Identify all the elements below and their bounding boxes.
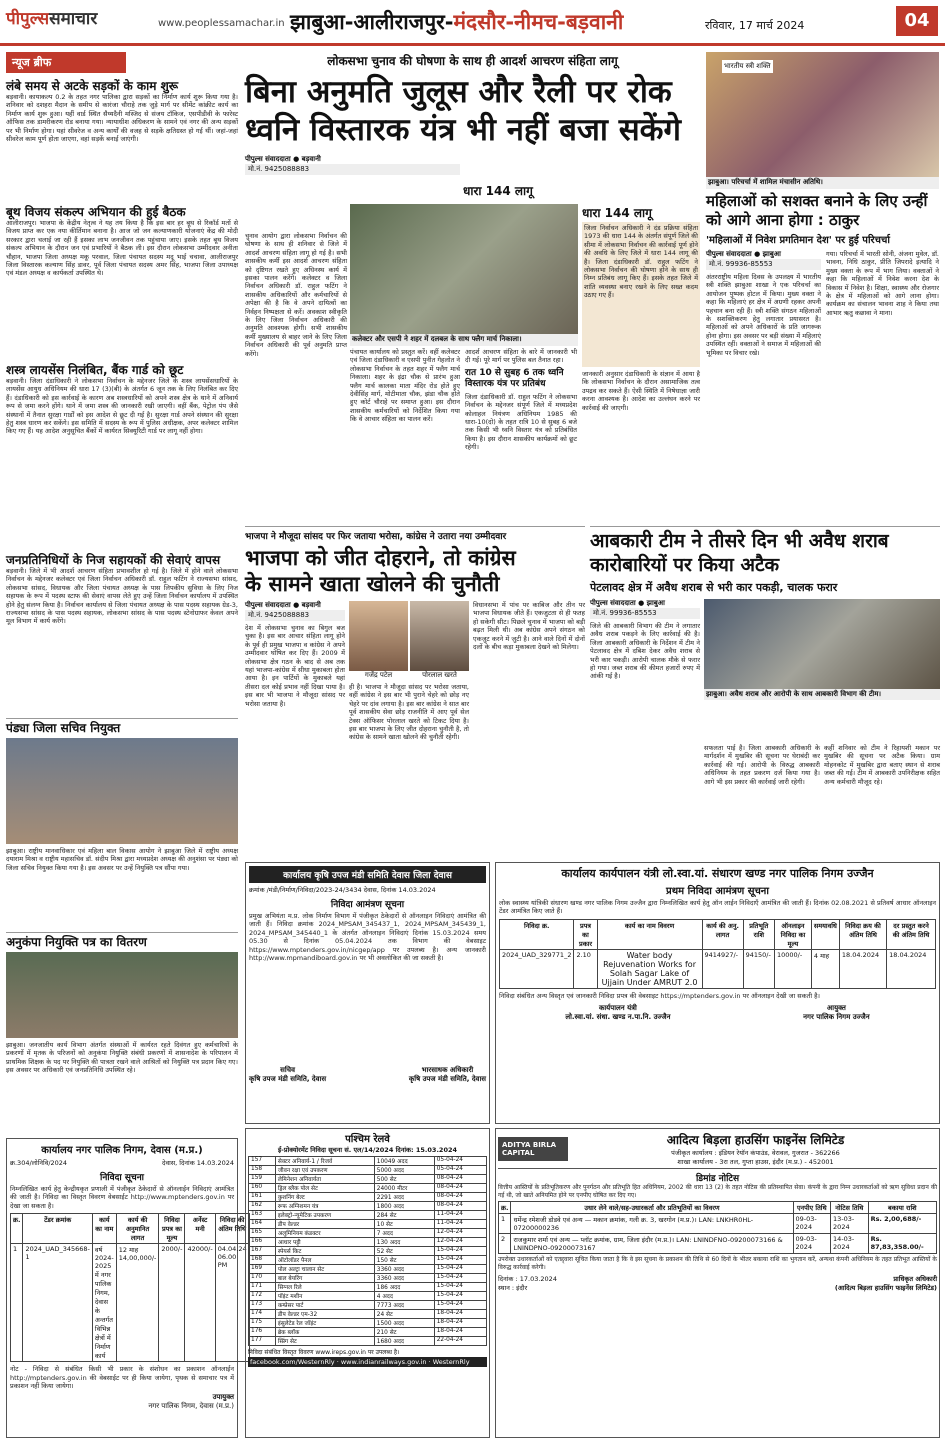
lead-left <box>245 155 460 175</box>
brief-body-3: बड़वानी। जिला दंडाधिकारी ने लोकसभा निर्वाचन के मद्देनजर जिले के शस्त्र लायसेंसधारियों के लायसेंस आयुध अधिनियम की धारा 17 (3)(बी) के अंतर्गत 6 जून तक के लिए निलंबित कर दिए हैं। दंडाधिकारी को इस कार्रवाई के कारण अब शस्त्रधारियों को अपने शस्त्र क्षेत्र के थाने में अनिवार्य रूप से जमा करने होंगे। थाने में जमा शस्त्र की जानकारी रखी जाएगी। वहीं बैंक, पेट्रोल पंप जैसे संस्थानों में तैनात सुरक्षा गार्डों को इस आदेश से छूट दी गई है। सुरक्षा गार्ड अपने संस्थान की सुरक्षा हेतु शस्त्र धारण कर सकेंगे। इस समिति में सदस्य के रूप में पुलिस अधीक्षक, अपर कलेक्टर शामिल किए गए हैं। यह आदेश अनुसूचित बैंकों में कार्यरत सिक्यूरिटी गार्ड पर लागू नहीं होगा। <box>6 377 238 436</box>
candidate-2-caption: पोरलाल खरते <box>422 671 457 679</box>
notice3-sign: उपायुक्त <box>212 1393 234 1402</box>
women-mobile: मो.नं. 99936-85553 <box>706 259 821 270</box>
aditya-logo: ADITYA BIRLA CAPITAL <box>498 1137 568 1161</box>
politics-byline: पीपुल्स संवाददाता ● बड़वानी <box>245 601 321 609</box>
notice2-title: कार्यालय कार्यपालन यंत्री लो.स्वा.यां. संधारण खण्ड नगर पालिक निगम उज्जैन <box>561 867 874 880</box>
notice2-footer: निविदा संबंधित अन्य विस्तृत एवं जानकारी निविदा प्रपत्र की वेबसाइट https://mptenders.gov.in पर ऑनलाइन देखी जा सकती है। <box>499 991 821 1000</box>
excise-photo <box>704 599 940 689</box>
excise-mobile: मो.नं. 99936-85553 <box>590 608 700 619</box>
notice5-sign2: (आदित्य बिड़ला हाउसिंग फाइनेंस लिमिटेड) <box>834 1284 937 1292</box>
dhara-144: धारा 144 लागू <box>582 206 652 220</box>
table-row: 172 पॉइंट मशीन 4 अदद 15-04-24 <box>249 1292 487 1301</box>
politics-headline-1: भाजपा को जीत दोहराने, तो कांग्रेस <box>245 546 516 570</box>
table-row: 175 इंसुलेटेड रेल जॉइंट 1500 अदद 18-04-24 <box>249 1319 487 1328</box>
excise-col-1: जिले की आबकारी विभाग की टीम ने लगातार अवैध शराब पकड़ने के लिए कार्रवाई की है। जिला आबकारी अधिकारी के निर्देशन में टीम ने पेटलावद क्षेत्र में दबिश देकर अवैध शराब से भरी कार पकड़ी। आरोपी चालक मौके से फरार हो गया। जब्त शराब की कीमत हजारों रुपए में आंकी गई है। <box>590 622 700 681</box>
politics-kicker: भाजपा ने मौजूदा सांसद पर फिर जताया भरोसा, कांग्रेस ने उतारा नया उम्मीदवार <box>245 532 507 542</box>
notice5-intro: वित्तीय आस्तियों के प्रतिभूतिकरण और पुनर्गठन और प्रतिभूति हित अधिनियम, 2002 की धारा 13 (2) के तहत नोटिस की प्रतिस्थापित सेवा। कंपनी के द्वारा निम्न उधारकर्ताओं को ऋण सुविधा प्रदान की गई थी, जो खाते अनियमित होने पर एनपीए घोषित कर दिए गए। <box>498 1184 937 1199</box>
lead-col-4: जिला निर्वाचन अधिकारी ने दंड प्रक्रिया संहिता 1973 की धारा 144 के अंतर्गत संपूर्ण जिले की सीमा में लोकसभा निर्वाचन की कार्रवाई पूर्ण होने की अवधि के लिए जिले में धारा 144 लागू की है। जिला दंडाधिकारी डॉ. राहुल फटिंग ने लोकसभा निर्वाचन की घोषणा होने के साथ ही निम्न प्रतिबंध लागू किए हैं। इसके तहत जिले में शांति व्यवस्था बनाए रखने के लिए सख्त कदम उठाए गए हैं। <box>582 222 700 367</box>
lead-kicker: लोकसभा चुनाव की घोषणा के साथ ही आदर्श आचरण संहिता लागू <box>327 54 618 68</box>
table-row: 163 इलेक्ट्रो-न्यूमेटिक उपकरण 284 सेट 11-04-24 <box>249 1211 487 1220</box>
table-row: 159 लेमिनेशन अनिवार्यता 500 सेट 08-04-24 <box>249 1175 487 1184</box>
women-col-1: अंतरराष्ट्रीय महिला दिवस के उपलक्ष्य में भारतीय स्त्री शक्ति झाबुआ शाखा ने एक परिचर्चा का आयोजन पुष्पक होटल में किया। मुख्य वक्ता ने कहा कि महिलाएं हर क्षेत्र में अग्रणी रहकर अपनी पहचान बना रही हैं। स्त्री शक्ति संगठन महिलाओं के सशक्तिकरण हेतु लगातार प्रयासरत है। महिलाओं को अपने अधिकारों के प्रति जागरूक होना होगा। इस अवसर पर बड़ी संख्या में महिलाएं उपस्थित रहीं। वक्ताओं ने समाज में महिलाओं की भूमिका पर विचार रखे। <box>706 273 821 357</box>
page-title: झाबुआ-आलीराजपुर-मंदसौर-नीमच-बड़वानी <box>290 10 624 34</box>
excise-caption: झाबुआ। अवैध शराब और आरोपी के साथ आबकारी विभाग की टीम। <box>704 689 940 700</box>
table-row: 1 धर्मेन्द्र रमेशजी डोडवे एवं अन्य — मकान क्रमांक, गली क्र. 3, खरगोन (म.प्र.)। LAN: LNKHR0HL-07200000236 09-03-2024 13-03-2024 Rs. 2,00,688/- <box>499 1214 937 1234</box>
notice5-heading: डिमांड नोटिस <box>695 1174 740 1184</box>
table-row: 158 जीवन रक्षा एवं उपकरण 5000 अदद 05-04-24 <box>249 1166 487 1175</box>
notice2-heading: प्रथम निविदा आमंत्रण सूचना <box>666 886 769 897</box>
notice5-addr: पंजीकृत कार्यालय : इंडियन रेयॉन कंपाउंड, वेरावल, गुजरात - 362266 <box>671 1149 840 1157</box>
notice-mandi <box>245 862 490 1124</box>
table-row: 170 बाल बेयरिंग 3360 अदद 15-04-24 <box>249 1274 487 1283</box>
notice1-sign-b: भारसाधक अधिकारी कृषि उपज मंडी समिति, देवास <box>408 1066 486 1083</box>
women-col-2: गया। परिचर्चा में भारती सोनी, अंजना मुवेल, डॉ. भावना, निधि ठाकुर, प्रीति जिपरादे इत्यादि ने मुख्य वक्ता के रूप में भाग लिया। वक्ताओं ने कहा कि महिलाओं में निवेश करना देश के विकास में निवेश है। शिक्षा, स्वास्थ्य और रोजगार के क्षेत्र में महिलाओं को आगे लाना होगा। कार्यक्रम का संचालन भावना शाह ने किया तथा आभार ऋतु कछावा ने माना। <box>826 250 939 317</box>
lead-col-1: चुनाव आयोग द्वारा लोकसभा निर्वाचन की घोषणा के साथ ही शनिवार से जिले में आदर्श आचरण संहिता लागू हो गई है। सभी शासकीय कर्मी इस आदर्श आचरण संहिता को दृष्टिगत रखते हुए अधिनस्थ कार्य में इसका पालन करेंगे। कलेक्टर व जिला निर्वाचन अधिकारी डॉ. राहुल फटिंग ने शासकीय अधिकारियों और कर्मचारियों से अपेक्षा की है कि वे अपने दायित्वों का निर्वहन निष्पक्षता से करें। अवकाश स्वीकृति के लिए जिला निर्वाचन अधिकारी की अनुमति आवश्यक होगी। सभी शासकीय कर्मी मुख्यालय से बाहर जाने के लिए जिला निर्वाचन अधिकारी की पूर्व अनुमति प्राप्त करेंगे। <box>245 232 347 358</box>
site-url[interactable]: www.peoplessamachar.in <box>158 18 285 29</box>
table-row: 168 ऑटोलॉडर पैनल 150 सेट 15-04-24 <box>249 1256 487 1265</box>
section-144: धारा 144 लागू <box>463 184 533 198</box>
candidate-1-photo <box>349 601 408 671</box>
notice3-note: नोट - निविदा से संबंधित किसी भी प्रकार के संशोधन का प्रकाशन ऑनलाईन http://mptenders.gov.in की वेबसाईट पर ही किया जायेगा, पृथक से समाचार पत्र में प्रकाशन नहीं किया जायेगा। <box>10 1365 234 1391</box>
banner-tag: भारतीय स्त्री शक्ति <box>722 60 773 73</box>
table-row: 1 2024_UAD_345668-1 वर्ष 2024-2025 में नगर पालिक निगम, देवास के अन्तर्गत विभिन्न क्षेत्रों में निर्माण कार्य 12 माह 14,00,000/- 2000/- 42000/- 04.04.24 06.00 PM <box>11 1244 250 1362</box>
page-number: 04 <box>896 6 938 36</box>
notice2-sign-b: आयुक्त नगर पालिक निगम उज्जैन <box>803 1004 870 1022</box>
notice4-sub: ई-प्रोक्योरमेंट निविदा सूचना सं. एल/14/2024 दिनांक: 15.03.2024 <box>277 1146 458 1154</box>
lead-headline-1: बिना अनुमति जुलूस और रैली पर रोक <box>245 74 672 110</box>
notice1-ref: क्रमांक /मंडी/निर्माण/निविदा/2023-24/3434 देवास, दिनांक 14.03.2024 <box>249 886 436 894</box>
notice-ujjain <box>495 862 940 1124</box>
table-row: 177 स्प्रिंग सेट 1680 अदद 22-04-24 <box>249 1337 487 1346</box>
table-row: 169 पोल अल्ट्रा चालान सेट 3360 अदद 15-04-24 <box>249 1265 487 1274</box>
excise-headline: आबकारी टीम ने तीसरे दिन भी अवैध शराब कारोबारियों पर किया अटैक <box>590 530 889 576</box>
masthead <box>0 0 945 46</box>
table-row: 160 ड्रिल ब्लैक पोल सेट 24000 मीटर 08-04-24 <box>249 1184 487 1193</box>
notice1-body: प्रमुख अभियंता म.प्र. लोक निर्माण विभाग में पंजीकृत ठेकेदारों से ऑनलाइन निविदाएं आमंत्रित की जाती हैं। निविदा क्रमांक 2024_MPSAM_345437_1, 2024_MPSAM_345439_1, 2024_MPSAM_345440_1 के अंतर्गत ऑनलाइन निविदाएं दिनांक 15.03.2024 समय 05.30 से दिनांक 05.04.2024 तक विभाग की वेबसाइट https://www.mptenders.gov.in/nicgep/app पर उपलब्ध है। अन्य जानकारी http://www.mpmandiboard.gov.in पर भी अवलोकित की जा सकती है। <box>249 912 486 963</box>
notice5-table <box>498 1201 937 1254</box>
table-row: 166 आधार पट्टी 130 अदद 12-04-24 <box>249 1238 487 1247</box>
brief-body-2: आलीराजपुर। भाजपा के केंद्रीय नेतृत्व ने यह तय किया है कि इस बार हर बूथ से रिकॉर्ड मतों से विजय प्राप्त कर एक नया कीर्तिमान बनाना है। आज जो जन कल्याणकारी योजनाएं केंद्र की मोदी सरकार द्वारा चलाई जा रही हैं इसका लाभ जनजीवन तक पहुंचाया जाए। इसके तहत बूथ विजय संकल्प अभियान के दौरान जन एवं प्रभारियों ने बैठक ली। इस दौरान लोकसभा उम्मीदवार अनीता चौहान, भाजपा जिला अध्यक्ष मकू परवाल, जिला पंचायत सदस्य मदू भाई चचावा, आलीराजपुर जिला विस्तारक कल्याण सिंह डावर, पूर्व जिला पंचायत सदस्य अमर सिंह, भाजपा जिला उपाध्यक्ष एवं मंडल अध्यक्ष व कार्यकर्ता उपस्थित थे। <box>6 219 238 278</box>
brief-headline-3: शस्त्र लायसेंस निलंबित, बैंक गार्ड को छूट <box>6 363 184 377</box>
notice5-title: आदित्य बिड़ला हाउसिंग फाइनेंस लिमिटेड <box>666 1133 845 1147</box>
notice-dewas-nigam <box>6 1138 247 1438</box>
notice4-title: पश्चिम रेलवे <box>345 1134 390 1145</box>
pandya-photo <box>6 738 238 844</box>
news-brief <box>6 52 238 772</box>
story-women <box>706 192 939 522</box>
politics-col-1: देश में लोकसभा चुनाव का बिगुल बज चुका है। इस बार आचार संहिता लागू होने के पूर्व ही प्रमुख भाजपा व कांग्रेस ने अपने उम्मीदवार घोषित कर दिए हैं। 2009 में लोकसभा क्षेत्र गठन के बाद से अब तक यहां भाजपा-कांग्रेस में सीधा मुकाबला होता आया है। इन पार्टियों के मुकाबले यहां तीसरा दल कोई प्रभाव नहीं दिखा पाया है। इस बार भी भाजपा ने मौजूदा सांसद पर भरोसा जताया है। <box>245 624 345 708</box>
notice5-date: दिनांक : 17.03.2024 <box>498 1275 557 1283</box>
table-row: 2 राजकुमार शर्मा एवं अन्य — प्लॉट क्रमांक, ग्राम, जिला इंदौर (म.प्र.)। LAN: LNINDFNO-09200073166 & LNINDPNO-09200073167 09-03-2024 14-03-2024 Rs. 87,83,358.00/- <box>499 1234 937 1254</box>
excise-col-3: कहीं शनिवार को टीम ने रिहायशी मकान पर मुखबिर की सूचना पर अटैक किया। ग्राम मोहनकोट में मुखबिर द्वारा बताए स्थान से शराब जब्त की गई। टीम में आबकारी उपनिरीक्षक सहित अन्य कर्मचारी मौजूद रहे। <box>824 744 940 786</box>
logo: पीपुल्ससमाचार <box>6 9 98 29</box>
politics-col-3: विधानसभा में पांच पर काबिज और तीन पर भाजपा विधायक जीते हैं। एकजुटता से ही फतह हो सकेगी सीट। पिछले चुनाव में भाजपा को बड़ी बढ़त मिली थी। अब कांग्रेस अपने संगठन को एकजुट करने में जुटी है। आने वाले दिनों में दोनों दलों के बीच कड़ा मुकाबला देखने को मिलेगा। <box>473 601 585 652</box>
flag-march-caption: कलेक्टर और एसपी ने शहर में दलबल के साथ फ्लैग मार्च निकाला। <box>350 334 578 346</box>
notice4-table <box>248 1156 487 1346</box>
brief-label: न्यूज ब्रीफ <box>6 52 126 73</box>
lead-mobile: मो.नं. 9425088883 <box>245 164 460 175</box>
story-anukampa <box>6 932 238 1132</box>
notice-aditya-birla <box>495 1128 940 1438</box>
notice5-addr2: शाखा कार्यालय - 3रा तल, गुप्ता हाउस, इंदौर (म.प्र.) - 452001 <box>677 1158 834 1166</box>
brief-headline-2: बूथ विजय संकल्प अभियान की हुई बैठक <box>6 205 186 219</box>
table-row: 164 डीप वेल्डर 10 सेट 11-04-24 <box>249 1220 487 1229</box>
brief-headline-1: लंबे समय से अटके सड़कों के काम शुरू <box>6 79 179 93</box>
story-excise <box>590 526 940 856</box>
women-event-photo <box>706 52 939 177</box>
notice5-footer: उपरोक्त उधारकर्ताओं को एतद्द्वारा सूचित किया जाता है कि वे इस सूचना के प्रकाशन की तिथि से 60 दिनों के भीतर बकाया राशि का भुगतान करें, अन्यथा कंपनी अधिनियम के तहत प्रतिभूत आस्तियों के विरुद्ध कार्रवाई करेगी। <box>498 1256 937 1271</box>
notice1-sign-a: सचिव कृषि उपज मंडी समिति, देवास <box>249 1066 327 1083</box>
table-row: 176 ब्रेक ब्लॉक 210 सेट 18-04-24 <box>249 1328 487 1337</box>
story-pandya-body: झाबुआ। राष्ट्रीय मानवाधिकार एवं महिला बाल विकास आयोग ने झाबुआ जिले में राष्ट्रीय अध्यक्ष दयाराम मिश्रा व राष्ट्रीय महासचिव डॉ. संदीप मिश्रा द्वारा मध्यप्रदेश अध्यक्ष की अनुशंसा पर पंड्या को जिला सचिव नियुक्त किया गया है। इस अवसर पर उन्हें नियुक्ति पत्र सौंपा गया। <box>6 847 238 872</box>
lead-col-2: पंचायत कार्यालय को प्रस्तुत करें। वहीं कलेक्टर एवं जिला दंडाधिकारी व एसपी पुनीत गेहलोत ने लोकसभा निर्वाचन के तहत शहर में फ्लैग मार्च निकाला। शहर के इंद्रा चौक से प्रारंभ हुआ फ्लैग मार्च कालका माता मंदिर रोड होते हुए देवीसिंह मार्ग, मोटीमाता चौक, झंडा चौक होते हुए कोर्ट चौराहे पर समाप्त हुआ। इस दौरान शासकीय कर्मचारियों को निर्देशित किया गया कि वे आचार संहिता का पालन करें। <box>350 348 460 424</box>
brief-headline-4: जनप्रतिनिधियों के निज सहायकों की सेवाएं वापस <box>6 553 221 567</box>
flag-march-photo <box>350 204 578 334</box>
notice3-ref-row: क्र.304/लोनिवि/2024 देवास, दिनांक 14.03.2024 <box>10 1159 234 1167</box>
brief-body-4: बड़वानी। जिले में भी आदर्श आचरण संहिता प्रभावशील हो गई है। जिले में होने वाले लोकसभा निर्वाचन के मद्देनजर कलेक्टर एवं जिला निर्वाचन अधिकारी डॉ. राहुल फटिंग ने राज्यसभा सांसद, लोकसभा सांसद, विधायक और जिला पंचायत अध्यक्ष के पास लिपकीय सुविधा के लिए निज सहायक के रूप में पदस्थ स्टाफ की सेवाएं वापस लेते हुए उन्हें जिला निर्वाचन कार्यालय में उपस्थित होने हेतु संलग्न किया है। निर्वाचन कार्यालय से जिला पंचायत अध्यक्ष के पास पदस्थ सहायक ग्रेड-3, राज्यसभा सांसद के पास पदस्थ सहायक, लोकसभा सांसद के पास पदस्थ स्टेनोग्राफर केवल अपने मूल विभाग में कार्य करेंगे। <box>6 567 238 626</box>
politics-mobile: मो.नं. 9425088883 <box>245 610 345 621</box>
lead-col-4b: जानकारी अनुसार दंडाधिकारी के संज्ञान में आया है कि लोकसभा निर्वाचन के दौरान असामाजिक तत्व उपद्रव कर सकते हैं। ऐसी स्थिति में निषेधाज्ञा जारी करना आवश्यक है। आदेश का उल्लंघन करने पर कार्रवाई की जाएगी। <box>582 370 700 412</box>
story-pandya <box>6 718 238 930</box>
notice4-footer: निविदा संबंधित विस्तृत विवरण www.ireps.gov.in पर उपलब्ध है। <box>248 1349 400 1356</box>
women-byline: पीपुल्स संवाददाता ● झाबुआ <box>706 250 781 258</box>
notice5-sign: प्राधिकृत अधिकारी <box>893 1275 937 1283</box>
table-row: 157 सेक्टर अनिवार्य-1 / रिजर्व 10049 अदद 05-04-24 <box>249 1157 487 1166</box>
lead-subhead: रात 10 से सुबह 6 तक ध्वनि विस्तारक यंत्र पर प्रतिबंध <box>465 367 564 389</box>
table-row: 165 अलुमिनियम कंडक्टर 7 अदद 12-04-24 <box>249 1229 487 1238</box>
notice5-header-row: क्र. उधार लेने वाले/सह-उधारकर्ता और प्रतिभूतियों का विवरण एनपीए तिथि नोटिस तिथि बकाया राशि <box>499 1202 937 1214</box>
excise-col-2: सफलता पाई है। जिला आबकारी अधिकारी के मार्गदर्शन में मुखबिर की सूचना पर घेराबंदी कर कार्रवाई की गई। आरोपी के विरुद्ध आबकारी अधिनियम के तहत प्रकरण दर्ज किया गया है। आगे भी इस प्रकार की कार्रवाई जारी रहेगी। <box>704 744 820 786</box>
excise-sub: पेटलावद क्षेत्र में अवैध शराब से भरी कार पकड़ी, चालक फरार <box>590 581 838 594</box>
notice3-body: निम्नलिखित कार्य हेतु केन्द्रीयकृत प्रणाली में पंजीकृत ठेकेदारों से ऑनलाईन निविदाएं आमंत्रित की जाती है। निविदा का विस्तृत विवरण वेबसाईट http://www.mptenders.gov.in पर देखा जा सकता है। <box>10 1185 234 1210</box>
notice1-heading: निविदा आमंत्रण सूचना <box>330 900 405 910</box>
brief-body-1: बड़वानी। कायाकल्प 0.2 के तहत नगर पालिका द्वारा सड़कों का निर्माण कार्य शुरू किया गया है। शनिवार को दशहरा मैदान के समीप से कारंजा चौराहे तक जुड़े मार्ग पर सीमेंट कांक्रीट कार्य का निर्माण कार्य शुरू हुआ। यहीं वार्ड स्थित सैय्यदैनी मस्जिद से संजय टॉकिज, एसपीडीवी के फारेस्ट ऑफिस तक डामरीकरण रोड बनाया गया। न्यायाधीश अधिकरण के सामने एवं नगर की अन्य सड़कों पर भी निर्माण होगा। यहां सीवरेज व अन्य कार्यों की वजह से सड़कें क्षतिग्रस्त हो गई थीं। जहां-जहां सीवरेज काम पूर्ण होता जाएगा, वहां सड़कें बनाई जाएंगी। <box>6 93 238 144</box>
notice1-title: कार्यालय कृषि उपज मंडी समिति देवास जिला देवास <box>249 866 486 883</box>
notice2-intro: लोक स्वास्थ्य यांत्रिकी संधारण खण्ड नगर पालिक निगम उज्जैन द्वारा निम्नलिखित कार्य हेतु ऑन लाईन निविदाएँ आमंत्रित की जाती हैं। दिनांक 02.08.2021 से प्रतिवर्ष आधार ऑनलाइन टेंडर आमंत्रित किए जाते हैं। <box>499 899 936 916</box>
table-row: 162 रूफ अग्निशमन यंत्र 1800 अदद 08-04-24 <box>249 1202 487 1211</box>
table-row: 171 सिग्नल रिले 186 अदद 15-04-24 <box>249 1283 487 1292</box>
notice3-header-row: क्र. टेंडर क्रमांक कार्य का नाम कार्य की अनुमानित लागत निविदा प्रपत्र का मूल्य अर्नेस्ट मनी निविदा की अंतिम तिथि <box>11 1214 250 1244</box>
notice3-table <box>10 1213 250 1362</box>
women-headline: महिलाओं को सशक्त बनाने के लिए उन्हीं को आगे आना होगा : ठाकुर <box>706 192 928 229</box>
story-politics <box>245 526 585 856</box>
notice2-table <box>499 919 936 989</box>
notice-railway <box>245 1128 490 1438</box>
women-caption: झाबुआ। परिचर्चा में शामिल मंचासीन अतिथि। <box>706 177 939 189</box>
table-row: 2024_UAD_329771_2 2.10 Water body Rejuvenation Works for Solah Sagar Lake of Ujjain Under AMRUT 2.0 9414927/- 94150/- 10000/- 4 माह 18.04.2024 18.04.2024 <box>500 949 936 988</box>
notice3-title: कार्यालय नगर पालिक निगम, देवास (म.प्र.) <box>41 1145 203 1156</box>
anukampa-photo <box>6 952 238 1038</box>
notice4-social: facebook.com/WesternRly · www.indianrailways.gov.in · WesternRly <box>248 1357 487 1367</box>
story-pandya-headline: पंड्या जिला सचिव नियुक्त <box>6 721 121 735</box>
lead-col-3: आदर्श आचरण संहिता के बारे में जानकारी भी दी गई। पूरे मार्ग पर पुलिस बल तैनात रहा। रात 10 से सुबह 6 तक ध्वनि विस्तारक यंत्र पर प्रतिबंध जिला दंडाधिकारी डॉ. राहुल फटिंग ने लोकसभा निर्वाचन के मद्देनजर संपूर्ण जिले में मध्यप्रदेश कोलाहल नियंत्रण अधिनियम 1985 की धारा-10(दो) के तहत रात्रि 10 से सुबह 6 बजे तक किसी भी ध्वनि विस्तार यंत्र को प्रतिबंधित किया है। इस दौरान शासकीय कार्यक्रमों को छूट रहेगी। <box>465 348 577 452</box>
edition-date: रविवार, 17 मार्च 2024 <box>705 19 805 32</box>
story-anukampa-headline: अनुकंपा नियुक्ति पत्र का वितरण <box>6 935 147 949</box>
lead-headline-2: ध्वनि विस्तारक यंत्र भी नहीं बजा सकेंगे <box>245 112 681 148</box>
politics-col-2: ही है। भाजपा ने मौजूदा सांसद पर भरोसा जताया, वहीं कांग्रेस ने इस बार भी पुराने चेहरे को छोड़ नए चेहरे पर दांव लगाया है। इस बार कांग्रेस ने सात बार पूर्व शासकीय सेवा छोड़ राजनीति में आए पूर्व सेल टेक्स ऑफिसर पोरलाल खरते को टिकट दिया है। इस बार भाजपा के लिए जीत दोहराना चुनौती है, तो कांग्रेस के सामने खाता खोलने की चुनौती रहेगी। <box>349 683 469 742</box>
women-sub: 'महिलाओं में निवेश प्रगतिमान देश' पर हुई परिचर्चा <box>706 235 890 246</box>
notice3-sign2: नगर पालिक निगम, देवास (म.प्र.) <box>148 1402 234 1411</box>
table-row: 167 स्पेयर्स किट 52 सेट 15-04-24 <box>249 1247 487 1256</box>
table-row: 174 डीप वेल्डर एम-32 24 सेट 18-04-24 <box>249 1310 487 1319</box>
notice5-place: स्थान : इंदौर <box>498 1284 528 1292</box>
table-row: 173 कम्प्रेसर पार्ट 7773 अदद 15-04-24 <box>249 1301 487 1310</box>
candidate-1-caption: गजेंद्र पटेल <box>364 671 393 679</box>
table-row: 161 कुशनिंग बेल्ट 2291 अदद 08-04-24 <box>249 1193 487 1202</box>
notice3-heading: निविदा सूचना <box>99 1173 145 1183</box>
notice2-sign-a: कार्यपालन यंत्री लो.स्वा.यां. संधा. खण्ड न.पा.नि. उज्जैन <box>565 1004 671 1022</box>
candidate-2-photo <box>410 601 469 671</box>
politics-headline-2: के सामने खाता खोलने की चुनौती <box>245 572 500 596</box>
notice2-header-row: निविदा क्र. प्रपत्र का प्रकार कार्य का नाम विवरण कार्य की अनु. लागत प्रतिभूति राशि ऑनलाइन निविदा का मूल्य समयावधि निविदा क्रय की अंतिम तिथि दर प्रस्तुत करने की अंतिम तिथि <box>500 919 936 949</box>
lead-byline: पीपुल्स संवाददाता ● बड़वानी <box>245 155 321 163</box>
story-anukampa-body: झाबुआ। जनजातीय कार्य विभाग अंतर्गत संस्थाओं में कार्यरत रहते दिवंगत हुए कर्मचारियों के प्रकरणों में मृतक के परिजनों को अनुकंपा नियुक्ति संबंधी प्रकरणों में शासनादेश के परिपालन में प्राथमिक शिक्षक के पद पर नियुक्ति की पात्रता रखने वाले आश्रितों को नियुक्ति पत्र प्रदान किए गए। इस अवसर पर अधिकारी एवं जनप्रतिनिधि उपस्थित रहे। <box>6 1041 238 1075</box>
excise-byline: पीपुल्स संवाददाता ● झाबुआ <box>590 599 665 607</box>
